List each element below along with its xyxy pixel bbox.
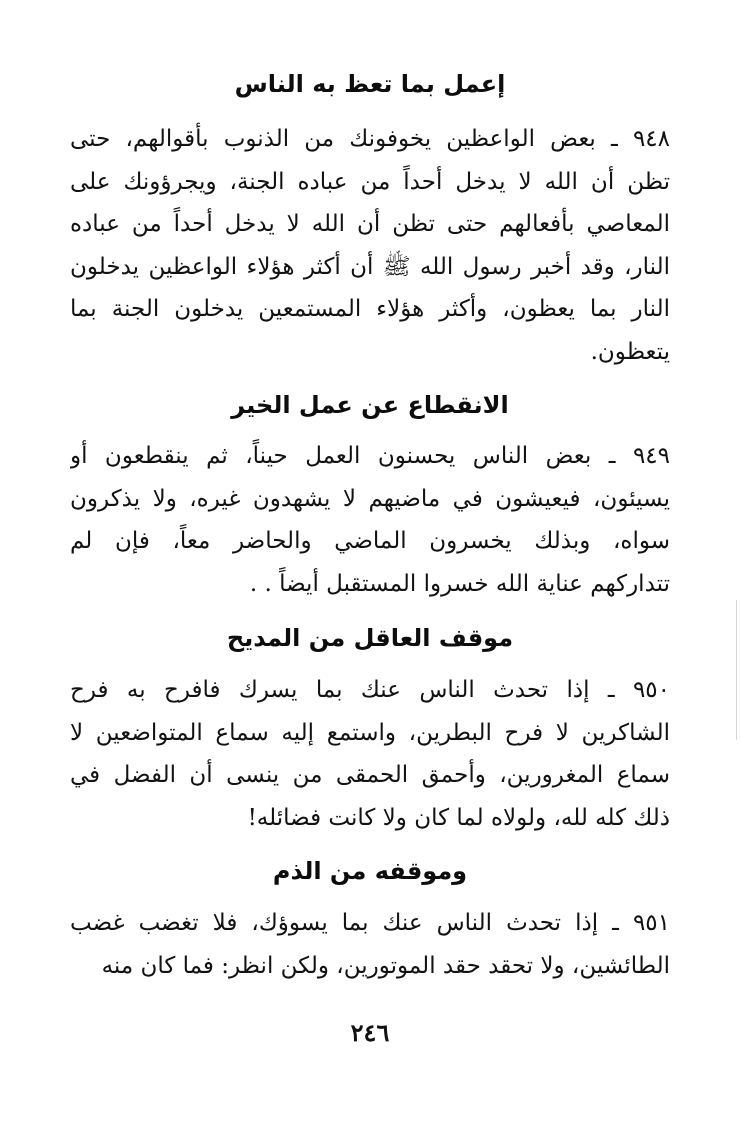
paragraph-line: المعاصي بأفعالهم حتى تظن أن الله لا يدخل أحداً من عباده <box>70 211 670 237</box>
paragraph-line: الشاكرين لا فرح البطرين، واستمع إليه سماع المتواضعين لا <box>70 719 670 746</box>
paragraph-948 <box>70 118 670 373</box>
paragraph-line: الطائشين، ولا تحقد حقد الموتورين، ولكن انظر: فما كان منه <box>101 952 670 979</box>
paragraph-line: سواه، وبذلك يخسرون الماضي والحاضر معاً، فإن لم <box>70 528 670 554</box>
paragraph-line: ذلك كله لله، ولولاه لما كان ولا كانت فضائله! <box>247 804 670 831</box>
paragraph-line: ٩٤٨ ـ بعض الواعظين يخوفونك من الذنوب بأقوالهم، حتى <box>70 126 670 152</box>
paragraph-951 <box>70 902 670 987</box>
paragraph-line: ٩٥٠ ـ إذا تحدث الناس عنك بما يسرك فافرح به فرح <box>70 677 670 703</box>
section-heading: موقف العاقل من المديح <box>226 624 514 652</box>
page-edge-shadow <box>736 600 737 740</box>
paragraph-line: ٩٥١ ـ إذا تحدث الناس عنك بما يسوؤك، فلا تغضب غضب <box>70 910 670 936</box>
paragraph-line: سماع المغرورين، وأحمق الحمقى من ينسى أن الفضل في <box>70 762 670 788</box>
paragraph-line: تظن أن الله لا يدخل أحداً من عباده الجنة، ويجرؤونك على <box>70 168 670 195</box>
paragraph-line: يتعظون. <box>590 338 670 365</box>
paragraph-line: يسيئون، فيعيشون في ماضيهم لا يشهدون غيره، ولا يذكرون <box>70 485 670 512</box>
paragraph-line: النار، وقد أخبر رسول الله ﷺ أن أكثر هؤلاء الواعظين يدخلون <box>70 253 670 280</box>
section-heading: وموقفه من الذم <box>272 857 468 885</box>
paragraph-950 <box>70 669 670 839</box>
page-number: ٢٤٦ <box>350 1018 390 1047</box>
paragraph-949 <box>70 435 670 605</box>
paragraph-line: النار بما يعظون، وأكثر هؤلاء المستمعين يدخلون الجنة بما <box>70 296 670 322</box>
paragraph-line: تتداركهم عناية الله خسروا المستقبل أيضاً . . <box>249 570 670 597</box>
paragraph-line: ٩٤٩ ـ بعض الناس يحسنون العمل حيناً، ثم ينقطعون أو <box>70 443 670 469</box>
section-heading: إعمل بما تعظ به الناس <box>234 70 506 98</box>
section-heading: الانقطاع عن عمل الخير <box>231 391 509 419</box>
